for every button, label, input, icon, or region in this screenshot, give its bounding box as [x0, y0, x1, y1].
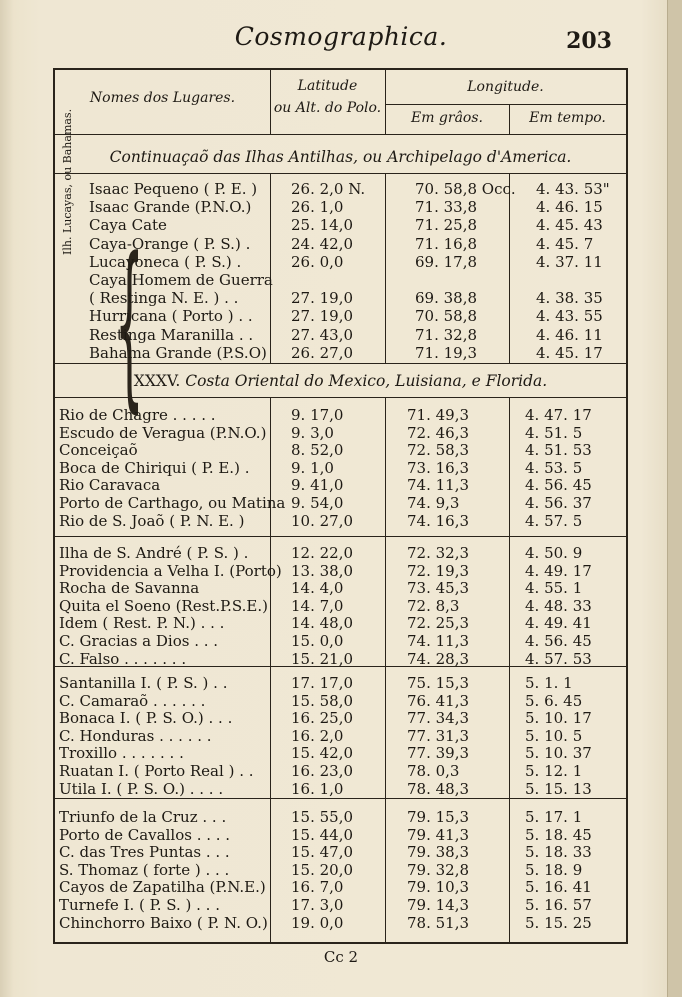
- place-name: Rocha de Savanna: [59, 579, 200, 598]
- longitude-degrees-value: 76. 41,3: [407, 691, 470, 710]
- longitude-degrees-value: 75. 15,3: [407, 674, 470, 692]
- column-divider: [509, 397, 510, 942]
- latitude-value: 14. 48,0: [291, 614, 354, 633]
- latitude-value: 14. 4,0: [291, 579, 344, 598]
- page-title: Cosmographica.: [234, 22, 448, 51]
- place-name: Quita el Soeno (Rest.P.S.E.): [59, 596, 268, 615]
- longitude-time-value: 5. 10. 37: [525, 744, 592, 763]
- longitude-time-value: 5. 1. 1: [525, 674, 573, 692]
- longitude-degrees-value: 79. 14,3: [407, 896, 470, 914]
- place-name: Utila I. ( P. S. O.) . . . .: [59, 779, 224, 798]
- header-divider: [385, 104, 626, 105]
- longitude-time-value: 4. 51. 5: [525, 423, 583, 442]
- longitude-degrees-value: 74. 9,3: [407, 494, 460, 512]
- latitude-value: 8. 52,0: [291, 441, 344, 460]
- page-number: 203: [566, 28, 612, 54]
- latitude-value: 9. 41,0: [291, 476, 344, 495]
- longitude-degrees-value: 74. 11,3: [407, 632, 470, 650]
- column-header-latitude: Latitude: [297, 78, 358, 94]
- longitude-degrees-value: 70. 58,8 Occ.: [415, 180, 516, 198]
- longitude-time-value: 4. 45. 43: [536, 216, 603, 235]
- longitude-time-value: 4. 57. 53: [525, 649, 592, 668]
- latitude-value: 15. 47,0: [291, 843, 354, 862]
- place-name: C. Gracias a Dios . . .: [59, 632, 219, 650]
- latitude-value: 15. 58,0: [291, 691, 354, 710]
- page-gutter: [667, 0, 682, 997]
- longitude-degrees-value: 79. 32,8: [407, 860, 470, 879]
- latitude-value: 24. 42,0: [291, 234, 354, 253]
- place-name: Troxillo . . . . . . .: [59, 744, 184, 763]
- longitude-time-value: 4. 50. 9: [525, 544, 583, 562]
- latitude-value: 26. 0,0: [291, 252, 344, 271]
- longitude-time-value: 5. 18. 9: [525, 860, 583, 879]
- longitude-degrees-value: 72. 8,3: [407, 596, 460, 615]
- longitude-time-value: 4. 51. 53: [525, 441, 592, 460]
- section2-title: Costa Oriental do Mexico, Luisiana, e Florida.: [185, 372, 548, 390]
- longitude-time-value: 5. 18. 45: [525, 825, 592, 844]
- latitude-value: 25. 14,0: [291, 216, 354, 235]
- group-rule: [55, 536, 626, 537]
- longitude-time-value: 4. 45. 17: [536, 343, 603, 362]
- place-name: Turnefe I. ( P. S. ) . . .: [59, 896, 220, 914]
- place-name: Providencia a Velha I. (Porto): [59, 561, 282, 580]
- latitude-value: 26. 27,0: [291, 343, 354, 362]
- group-rule: [55, 798, 626, 799]
- column-header-degrees: Em grâos.: [410, 110, 483, 126]
- longitude-degrees-value: 71. 16,8: [415, 234, 478, 253]
- longitude-degrees-value: 79. 10,3: [407, 878, 470, 897]
- latitude-value: 27. 19,0: [291, 289, 354, 308]
- place-name: Boca de Chiriqui ( P. E.) .: [59, 458, 250, 477]
- longitude-time-value: 5. 10. 17: [525, 709, 592, 728]
- header-rule: [55, 134, 626, 135]
- place-name: Hurricana ( Porto ) . .: [89, 307, 253, 326]
- place-name: Conceiçaõ: [59, 441, 138, 460]
- longitude-degrees-value: 72. 58,3: [407, 441, 470, 460]
- longitude-time-value: 5. 16. 57: [525, 896, 592, 914]
- signature-mark: Cc 2: [323, 948, 359, 966]
- longitude-time-value: 4. 48. 33: [525, 596, 592, 615]
- place-name: Chinchorro Baixo ( P. N. O.): [59, 913, 268, 932]
- longitude-degrees-value: 73. 45,3: [407, 579, 470, 598]
- longitude-time-value: 4. 55. 1: [525, 579, 583, 598]
- longitude-degrees-value: 77. 39,3: [407, 744, 470, 763]
- longitude-time-value: 5. 18. 33: [525, 843, 592, 862]
- place-name: Lucayoneca ( P. S.) .: [89, 252, 242, 271]
- latitude-value: 27. 19,0: [291, 307, 354, 326]
- place-name: Escudo de Veragua (P.N.O.): [59, 423, 267, 442]
- place-name: Ruatan I. ( Porto Real ) . .: [59, 762, 254, 780]
- place-name: Bahama Grande (P.S.O): [89, 343, 267, 362]
- column-header-time: Em tempo.: [529, 110, 606, 126]
- longitude-time-value: 5. 15. 25: [525, 913, 592, 932]
- place-name: Isaac Pequeno ( P. E. ): [89, 180, 258, 198]
- longitude-time-value: 4. 38. 35: [536, 289, 603, 308]
- place-name: S. Thomaz ( forte ) . . .: [59, 860, 230, 879]
- section2-number: XXXV.: [133, 372, 181, 390]
- latitude-value: 16. 1,0: [291, 779, 344, 798]
- latitude-value: 16. 7,0: [291, 878, 344, 897]
- longitude-degrees-value: 72. 32,3: [407, 544, 470, 562]
- place-name: Restinga Maranilla . .: [89, 325, 254, 344]
- latitude-value: 16. 23,0: [291, 762, 354, 780]
- longitude-degrees-value: 72. 19,3: [407, 561, 470, 580]
- place-name: Porto de Cavallos . . . .: [59, 825, 231, 844]
- place-name: C. Falso . . . . . . .: [59, 649, 187, 668]
- latitude-value: 9. 3,0: [291, 423, 334, 442]
- longitude-degrees-value: 79. 38,3: [407, 843, 470, 862]
- place-name: Porto de Carthago, ou Matina: [59, 494, 286, 512]
- section2-heading: [55, 372, 626, 390]
- latitude-value: 16. 2,0: [291, 726, 344, 745]
- place-name: Santanilla I. ( P. S. ) . .: [59, 674, 228, 692]
- place-name: ( Restinga N. E. ) . .: [89, 289, 239, 308]
- latitude-value: 15. 44,0: [291, 825, 354, 844]
- longitude-degrees-value: 78. 0,3: [407, 762, 460, 780]
- column-divider: [385, 173, 386, 363]
- longitude-degrees-value: 71. 33,8: [415, 198, 478, 217]
- longitude-degrees-value: 72. 25,3: [407, 614, 470, 633]
- place-name: Idem ( Rest. P. N.) . . .: [59, 614, 225, 633]
- longitude-degrees-value: 74. 16,3: [407, 511, 470, 530]
- longitude-degrees-value: 71. 49,3: [407, 406, 470, 424]
- longitude-time-value: 4. 37. 11: [536, 252, 603, 271]
- latitude-value: 9. 17,0: [291, 406, 344, 424]
- place-name: Caya Homem de Guerra: [89, 271, 273, 289]
- longitude-degrees-value: 71. 32,8: [415, 325, 478, 344]
- latitude-value: 16. 25,0: [291, 709, 354, 728]
- latitude-value: 14. 7,0: [291, 596, 344, 615]
- longitude-time-value: 5. 17. 1: [525, 808, 583, 826]
- section-rule: [55, 397, 626, 398]
- longitude-degrees-value: 77. 34,3: [407, 709, 470, 728]
- longitude-time-value: 4. 49. 41: [525, 614, 592, 633]
- longitude-degrees-value: 78. 51,3: [407, 913, 470, 932]
- longitude-degrees-value: 70. 58,8: [415, 307, 478, 326]
- longitude-degrees-value: 79. 41,3: [407, 825, 470, 844]
- section-heading: [55, 148, 626, 166]
- column-divider: [385, 397, 386, 942]
- column-header-names: Nomes dos Lugares.: [89, 90, 236, 106]
- place-name: Isaac Grande (P.N.O.): [89, 198, 252, 217]
- place-name: C. das Tres Puntas . . .: [59, 843, 230, 862]
- longitude-time-value: 5. 16. 41: [525, 878, 592, 897]
- column-header-latitude-sub: ou Alt. do Polo.: [273, 100, 382, 116]
- longitude-time-value: 4. 43. 53": [536, 180, 610, 198]
- place-name: Ilha de S. André ( P. S. ) .: [59, 544, 249, 562]
- longitude-time-value: 4. 53. 5: [525, 458, 583, 477]
- latitude-value: 19. 0,0: [291, 913, 344, 932]
- place-name: Bonaca I. ( P. S. O.) . . .: [59, 709, 233, 728]
- latitude-value: 15. 21,0: [291, 649, 354, 668]
- place-name: Caya-Orange ( P. S.) .: [89, 234, 251, 253]
- latitude-value: 27. 43,0: [291, 325, 354, 344]
- section-rule: [55, 363, 626, 364]
- longitude-degrees-value: 73. 16,3: [407, 458, 470, 477]
- latitude-value: 26. 2,0 N.: [291, 180, 366, 198]
- longitude-time-value: 4. 46. 11: [536, 325, 603, 344]
- latitude-value: 9. 1,0: [291, 458, 334, 477]
- longitude-degrees-value: 69. 38,8: [415, 289, 478, 308]
- latitude-value: 9. 54,0: [291, 494, 344, 512]
- section-rule: [55, 173, 626, 174]
- longitude-time-value: 4. 46. 15: [536, 198, 603, 217]
- left-brace: {: [115, 220, 144, 429]
- longitude-time-value: 4. 56. 45: [525, 476, 592, 495]
- coordinates-table: [53, 68, 628, 944]
- latitude-value: 12. 22,0: [291, 544, 354, 562]
- longitude-degrees-value: 72. 46,3: [407, 423, 470, 442]
- latitude-value: 15. 20,0: [291, 860, 354, 879]
- longitude-degrees-value: 71. 25,8: [415, 216, 478, 235]
- section-heading-text: Continuaçaõ das Ilhas Antilhas, ou Archipelago d'America.: [109, 148, 572, 166]
- longitude-time-value: 4. 45. 7: [536, 234, 594, 253]
- column-divider: [270, 397, 271, 942]
- latitude-value: 10. 27,0: [291, 511, 354, 530]
- longitude-time-value: 4. 56. 45: [525, 632, 592, 650]
- longitude-time-value: 4. 56. 37: [525, 494, 592, 512]
- latitude-value: 15. 42,0: [291, 744, 354, 763]
- longitude-degrees-value: 77. 31,3: [407, 726, 470, 745]
- place-name: Cayos de Zapatilha (P.N.E.): [59, 878, 266, 897]
- column-divider: [509, 173, 510, 363]
- longitude-degrees-value: 71. 19,3: [415, 343, 478, 362]
- longitude-time-value: 5. 6. 45: [525, 691, 583, 710]
- place-name: Triunfo de la Cruz . . .: [59, 808, 227, 826]
- latitude-value: 15. 55,0: [291, 808, 354, 826]
- longitude-degrees-value: 79. 15,3: [407, 808, 470, 826]
- column-divider: [270, 173, 271, 363]
- latitude-value: 13. 38,0: [291, 561, 354, 580]
- latitude-value: 17. 3,0: [291, 896, 344, 914]
- longitude-time-value: 4. 49. 17: [525, 561, 592, 580]
- place-name: Caya Cate: [89, 216, 167, 235]
- place-name: Rio de S. Joaõ ( P. N. E. ): [59, 511, 245, 530]
- place-name: Rio de Chagre . . . . .: [59, 406, 216, 424]
- longitude-time-value: 4. 43. 55: [536, 307, 603, 326]
- group-side-label: Ilh. Lucayas, ou Bahamas.: [61, 108, 74, 255]
- latitude-value: 26. 1,0: [291, 198, 344, 217]
- longitude-degrees-value: 69. 17,8: [415, 252, 478, 271]
- latitude-value: 15. 0,0: [291, 632, 344, 650]
- longitude-time-value: 4. 47. 17: [525, 406, 592, 424]
- longitude-time-value: 5. 10. 5: [525, 726, 583, 745]
- longitude-degrees-value: 74. 11,3: [407, 476, 470, 495]
- place-name: C. Camaraõ . . . . . .: [59, 691, 206, 710]
- longitude-time-value: 5. 15. 13: [525, 779, 592, 798]
- longitude-degrees-value: 78. 48,3: [407, 779, 470, 798]
- column-header-longitude: Longitude.: [467, 79, 544, 95]
- longitude-degrees-value: 74. 28,3: [407, 649, 470, 668]
- latitude-value: 17. 17,0: [291, 674, 354, 692]
- place-name: C. Honduras . . . . . .: [59, 726, 212, 745]
- place-name: Rio Caravaca: [59, 476, 161, 495]
- longitude-time-value: 4. 57. 5: [525, 511, 583, 530]
- longitude-time-value: 5. 12. 1: [525, 762, 583, 780]
